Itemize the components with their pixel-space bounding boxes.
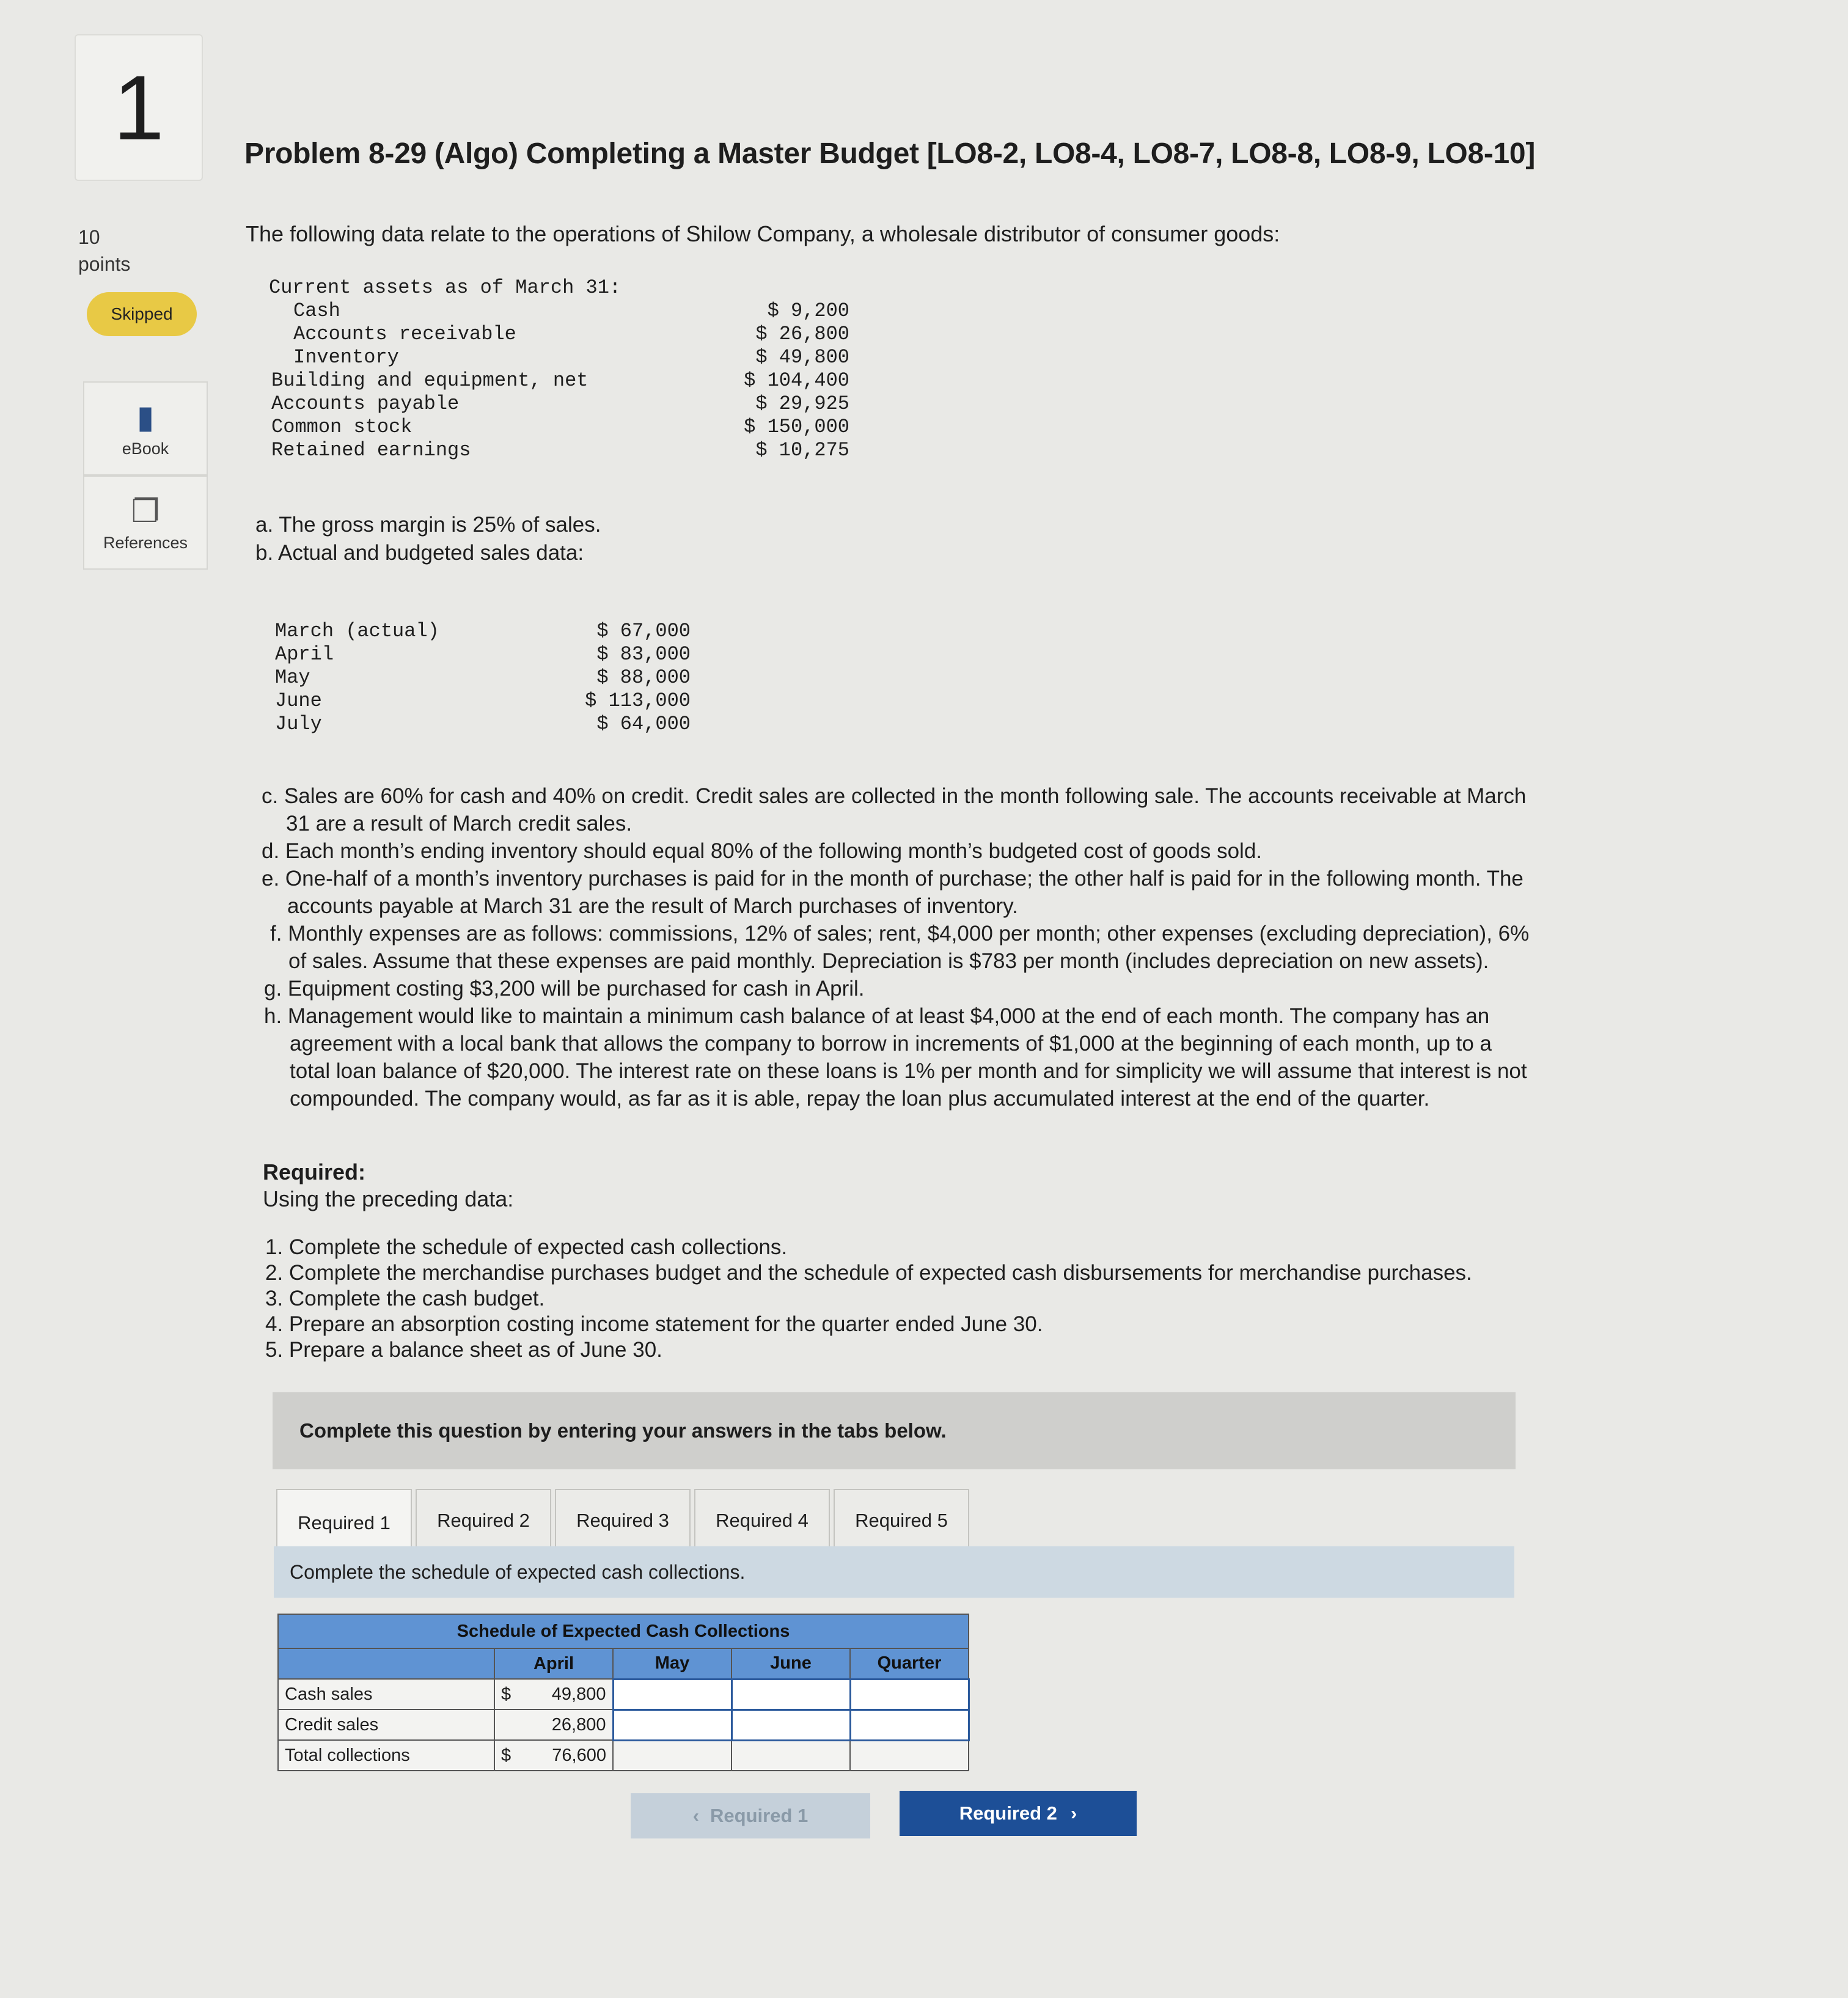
column-header-june: June	[732, 1648, 850, 1679]
note-f: f. Monthly expenses are as follows: commissions, 12% of sales; rent, $4,000 per month; other expenses (excluding depreciation), 6%	[270, 922, 1530, 946]
balance-label: Inventory	[293, 346, 399, 369]
references-button[interactable]	[83, 476, 208, 570]
notes-list	[262, 782, 1529, 1112]
tab-instruction: Complete the schedule of expected cash collections.	[274, 1546, 1514, 1598]
note-h-cont: compounded. The company would, as far as it is able, repay the loan plus accumulated interest at the end of the quarter.	[290, 1087, 1430, 1111]
total-collections-may	[613, 1740, 732, 1771]
cash-sales-may-input[interactable]	[613, 1679, 732, 1710]
balance-label: Common stock	[271, 416, 413, 438]
balance-value: $ 10,275	[755, 439, 849, 461]
sales-value: $ 113,000	[585, 689, 691, 712]
required-item: 1. Complete the schedule of expected cash collections.	[265, 1235, 788, 1259]
total-collections-april	[494, 1740, 613, 1771]
cash-sales-april	[494, 1679, 613, 1710]
cash-sales-april-value: 49,800	[551, 1684, 606, 1704]
sales-data-table	[275, 620, 715, 742]
references-label: References	[103, 533, 188, 552]
note-h-cont: agreement with a local bank that allows the company to borrow in increments of $1,000 at the beginning of each month, up to a	[290, 1032, 1492, 1056]
note-h: h. Management would like to maintain a minimum cash balance of at least $4,000 at the end of each month. The company has an	[264, 1004, 1490, 1028]
required-item: 5. Prepare a balance sheet as of June 30.	[265, 1338, 662, 1362]
credit-sales-april	[494, 1710, 613, 1740]
credit-sales-june-input[interactable]	[732, 1710, 850, 1740]
note-d: d. Each month’s ending inventory should equal 80% of the following month’s budgeted cost of goods sold.	[262, 839, 1263, 863]
required-heading: Required:	[263, 1159, 366, 1184]
next-required-button[interactable]	[900, 1791, 1137, 1836]
sales-value: $ 67,000	[596, 620, 691, 642]
chevron-right-icon: ›	[1070, 1802, 1077, 1824]
question-number: 1	[75, 34, 203, 181]
table-row	[278, 1679, 969, 1710]
required-list	[265, 1235, 1472, 1363]
note-c-cont: 31 are a result of March credit sales.	[286, 812, 632, 836]
note-e-cont: accounts payable at March 31 are the result of March purchases of inventory.	[287, 894, 1018, 918]
book-icon: ▮	[136, 399, 155, 435]
table-row	[278, 1740, 969, 1771]
sales-month: June	[275, 689, 322, 712]
total-collections-april-value: 76,600	[552, 1745, 606, 1765]
prev-required-button[interactable]	[631, 1793, 870, 1838]
chevron-left-icon: ‹	[692, 1805, 700, 1826]
column-header-april: April	[494, 1648, 613, 1679]
balance-label: Building and equipment, net	[271, 369, 588, 392]
balance-value: $ 49,800	[755, 346, 849, 369]
tab-required-5[interactable]: Required 5	[834, 1489, 969, 1552]
problem-intro: The following data relate to the operations of Shilow Company, a wholesale distributor of consumer goods:	[246, 221, 1280, 246]
schedule-header-blank	[278, 1648, 494, 1679]
sales-value: $ 88,000	[596, 666, 691, 689]
cash-sales-june-input[interactable]	[732, 1679, 850, 1710]
prev-button-label: Required 1	[710, 1805, 809, 1826]
currency-symbol: $	[501, 1684, 512, 1704]
row-label-credit-sales: Credit sales	[278, 1710, 494, 1740]
cash-sales-quarter-input[interactable]	[850, 1679, 969, 1710]
row-label-total-collections: Total collections	[278, 1740, 494, 1771]
points-value: 10	[78, 226, 100, 248]
balance-label: Cash	[293, 299, 340, 322]
note-b: b. Actual and budgeted sales data:	[255, 541, 584, 565]
note-e: e. One-half of a month’s inventory purchases is paid for in the month of purchase; the other half is paid for in the following month. The	[262, 867, 1524, 891]
ebook-label: eBook	[122, 439, 169, 458]
currency-symbol: $	[501, 1745, 512, 1765]
note-a: a. The gross margin is 25% of sales.	[255, 513, 601, 537]
tab-required-3[interactable]: Required 3	[555, 1489, 691, 1552]
balance-label: Accounts payable	[271, 392, 460, 415]
sales-month: March (actual)	[275, 620, 439, 642]
balance-data-table	[269, 276, 880, 466]
required-section	[263, 1159, 513, 1213]
row-label-cash-sales: Cash sales	[278, 1679, 494, 1710]
sales-value: $ 83,000	[596, 643, 691, 666]
instructions-banner: Complete this question by entering your answers in the tabs below.	[273, 1392, 1516, 1469]
next-button-label: Required 2	[959, 1802, 1057, 1824]
balance-value: $ 150,000	[744, 416, 849, 438]
note-c: c. Sales are 60% for cash and 40% on credit. Credit sales are collected in the month following sale. The accounts receivable at March	[262, 784, 1527, 808]
required-subheading: Using the preceding data:	[263, 1186, 514, 1211]
total-collections-quarter	[850, 1740, 969, 1771]
credit-sales-april-value: 26,800	[551, 1714, 606, 1735]
sales-value: $ 64,000	[596, 713, 691, 735]
note-f-cont: of sales. Assume that these expenses are paid monthly. Depreciation is $783 per month (includes depreciation on new assets).	[288, 949, 1489, 973]
tab-required-2[interactable]: Required 2	[416, 1489, 551, 1552]
balance-value: $ 29,925	[755, 392, 849, 415]
balance-header: Current assets as of March 31:	[269, 276, 622, 299]
sales-month: April	[275, 643, 334, 666]
required-item: 2. Complete the merchandise purchases budget and the schedule of expected cash disbursements for merchandise purchases.	[265, 1261, 1472, 1285]
balance-value: $ 26,800	[755, 323, 849, 345]
tab-required-1[interactable]: Required 1	[276, 1489, 412, 1557]
sales-month: July	[275, 713, 322, 735]
required-item: 3. Complete the cash budget.	[265, 1287, 545, 1310]
documents-icon: ❐	[131, 493, 160, 529]
sales-month: May	[275, 666, 310, 689]
balance-value: $ 9,200	[767, 299, 849, 322]
points-label: points	[78, 253, 131, 275]
balance-value: $ 104,400	[744, 369, 849, 392]
schedule-title: Schedule of Expected Cash Collections	[278, 1614, 969, 1648]
balance-label: Accounts receivable	[293, 323, 516, 345]
table-row	[278, 1710, 969, 1740]
note-h-cont: total loan balance of $20,000. The interest rate on these loans is 1% per month and for simplicity we will assume that interest is not	[290, 1059, 1527, 1083]
note-g: g. Equipment costing $3,200 will be purchased for cash in April.	[264, 977, 865, 1001]
column-header-may: May	[613, 1648, 732, 1679]
cash-collections-schedule	[277, 1614, 970, 1771]
credit-sales-may-input[interactable]	[613, 1710, 732, 1740]
credit-sales-quarter-input[interactable]	[850, 1710, 969, 1740]
total-collections-june	[732, 1740, 850, 1771]
column-header-quarter: Quarter	[850, 1648, 969, 1679]
balance-label: Retained earnings	[271, 439, 471, 461]
status-badge: Skipped	[87, 292, 197, 336]
points-indicator	[78, 224, 130, 277]
ebook-button[interactable]	[83, 381, 208, 476]
tab-required-4[interactable]: Required 4	[694, 1489, 830, 1552]
required-item: 4. Prepare an absorption costing income statement for the quarter ended June 30.	[265, 1312, 1043, 1336]
problem-title: Problem 8-29 (Algo) Completing a Master Budget [LO8-2, LO8-4, LO8-7, LO8-8, LO8-9, LO8-10]	[244, 138, 1536, 170]
